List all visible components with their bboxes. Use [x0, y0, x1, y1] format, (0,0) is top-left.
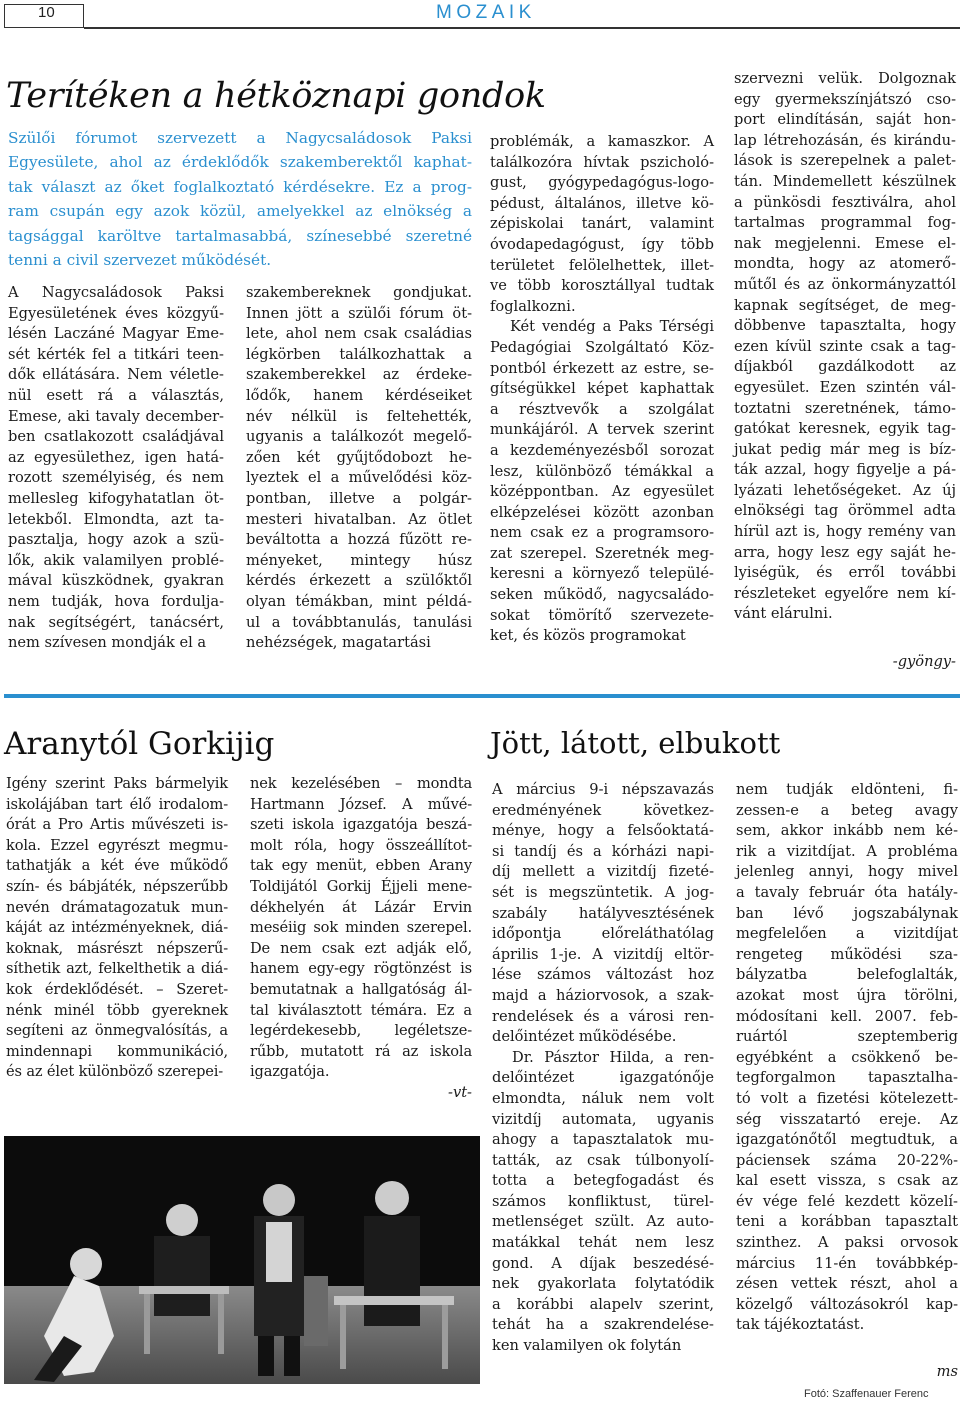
text-line: keresni a környező települé- [490, 565, 714, 583]
text-line: megfelelően a vizitdíjat [736, 925, 958, 943]
text-line: órát a Pro Artis művészeti is- [6, 816, 228, 834]
text-line: döbbenve tapasztalta, hogy [734, 317, 956, 335]
text-line: Toldijától Gorkij Éjjeli mene- [250, 877, 472, 895]
text-line: pasztalja, hogy azok a szü- [8, 531, 224, 549]
text-line: zően két gyűjtődobozt he- [246, 448, 472, 466]
text-line: lyázati lehetőségeket. Az új [734, 481, 956, 499]
text-line: legérdekesebb, legéletsze- [250, 1022, 472, 1040]
article3-title: Jött, látott, elbukott [490, 726, 781, 760]
text-line: lások is szerepelnek a palet- [734, 152, 956, 170]
text-line: metlenséget szült. Az auto- [492, 1213, 714, 1231]
text-line: koknak, másrészt népszerű- [6, 939, 228, 957]
text-line: vánt elárulni. [734, 605, 833, 623]
text-line: elmondta, náluk nem volt [492, 1089, 714, 1107]
article1-column-4 [734, 69, 956, 625]
text-line: molt róla, hogy összeállítot- [250, 836, 472, 854]
text-line: zat szerepel. Szeretnék meg- [490, 544, 714, 562]
text-line: ugyanis a találkozót megelő- [246, 428, 472, 446]
article2-title: Aranytól Gorkijig [4, 726, 275, 762]
text-line: mellesleg kifogyhatatlan öt- [8, 489, 224, 507]
text-line: középpontban. Az egyesület [490, 483, 714, 501]
text-line: ahogy a tapasztalatok mu- [492, 1131, 714, 1149]
text-line: lődők, hanem kérdéseiket [246, 386, 472, 404]
article1-lead: Szülői fórumot szervezett a Nagycsaládosok Paksi Egyesülete, ahol az érdeklődők szakemberektől kaphat- tak választ az őket foglalkoztató kérdésekre. Ez a prog- ram csupán egy azok közül, amelyekkel az elnökség a tagsággal karöltve tartalmasabbá, színesebbé szeretné tenni a civil szervezet működését. [8, 129, 472, 270]
text-line: rozott személyiség, és nem [8, 469, 224, 487]
text-line: jelenleg annyi, hogy mivel [736, 863, 958, 881]
text-line: matákkal tehát nem lesz [492, 1234, 714, 1252]
text-line: A március 9-i népszavazás [492, 781, 714, 798]
text-line: szinthez. A paksi orvosok [736, 1234, 958, 1252]
text-line: ve több korosztállyal tudtak [490, 277, 714, 295]
article1-column-1 [8, 283, 224, 654]
text-line: zessen-e a beteg avagy [736, 801, 958, 819]
text-line: nehézségek, magatartási [246, 634, 431, 652]
text-line: arra, hogy lesz egy saját he- [734, 543, 956, 561]
text-line: kérdés érkezett a szülőktől [246, 572, 472, 590]
text-line: gond. A díjak beszedésé- [492, 1254, 714, 1272]
article2-column-1 [6, 774, 228, 1083]
text-line: mesteri hivatalban. Az ötlet [246, 510, 472, 528]
text-line: tartalmas programmal fog- [734, 214, 956, 232]
text-line: mával küszködnek, gyakran [8, 572, 224, 590]
text-line: egy gyermekszínjátszó cso- [734, 90, 956, 108]
text-line: egyébként a csökkenő be- [736, 1048, 958, 1066]
text-line: zésen vettek részt, ahol a [736, 1275, 958, 1293]
text-line: egyesület. Ezen szintén vál- [734, 378, 956, 396]
text-line: beváltotta a hozzá fűzött re- [246, 531, 472, 549]
text-line: Hartmann József. A művé- [250, 795, 472, 813]
text-line: Innen jött a szülői fórum öt- [246, 304, 472, 322]
text-line: pontból érkezett az estre, se- [490, 359, 714, 377]
text-line: év vége felé kezdett közelí- [736, 1192, 958, 1210]
text-line: lyiségük, és erről további [734, 564, 956, 582]
text-line: lesz, különböző témákkal a [490, 462, 714, 480]
header-rule [84, 27, 960, 29]
text-line: nek gyakorlata folytatódik [492, 1275, 714, 1293]
text-line: pontban, illetve a polgár- [246, 489, 472, 507]
text-line: március 11-én továbbkép- [736, 1254, 958, 1272]
text-line: sét kérték fel a titkári teen- [8, 345, 224, 363]
text-line: nem csak ez a programsoro- [490, 524, 714, 542]
text-line: kal esett vissza, s csak az [736, 1172, 958, 1190]
text-line: foglalkozni. [490, 297, 576, 315]
article3-signature: ms [936, 1363, 958, 1380]
article1-signature: -gyöngy- [892, 653, 956, 670]
text-line: sét is megszüntetik. A jog- [492, 883, 714, 901]
text-line: Emese, aki tavaly december- [8, 407, 224, 425]
text-line: szeti iskola igazgatója beszá- [250, 816, 472, 834]
text-line: tak tájékoztatást. [736, 1316, 865, 1334]
text-line: ben csatlakozott családjával [8, 428, 224, 446]
article3-column-1 [492, 780, 714, 1357]
text-line: tó volt a fizetési kötelezett- [736, 1089, 958, 1107]
text-line: ruártól szeptemberig [736, 1028, 958, 1046]
page-header [0, 0, 960, 30]
text-line: páciensek száma 20-22%- [736, 1151, 958, 1169]
text-line: seken működő, nagycsaládo- [490, 586, 714, 604]
text-line: totta a betegfogadást és [492, 1172, 714, 1190]
text-line: szakembereknek gondjukat. [246, 284, 472, 301]
text-line: szervezni velük. Dolgoznak [734, 70, 956, 87]
text-line: tán. Mindemellett készülnek [734, 172, 956, 190]
text-line: pédust, általános, illetve kö- [490, 194, 714, 212]
article3-signature-wrap [736, 1362, 958, 1383]
text-line: szabály hatályvesztésének [492, 904, 714, 922]
text-line: lők, akik valamilyen problé- [8, 551, 224, 569]
text-line: lap létrehozásán, és kirándu- [734, 131, 956, 149]
article2-column-2 [250, 774, 472, 1083]
text-line: delőintézet működésébe. [492, 1028, 677, 1046]
text-line: területet felölelhettek, illet- [490, 256, 714, 274]
text-line: meséiig sok minden szerepel. [250, 919, 472, 937]
text-line: kok érdeklődését. – Szeret- [6, 980, 228, 998]
text-line: síthetik azt, felkelthetik a diá- [6, 960, 228, 978]
text-line: gatókat keresnek, egyik tag- [734, 420, 956, 438]
text-line: jukat pedig már meg is bíz- [734, 440, 956, 458]
text-line: tak egy menüt, ebben Arany [250, 857, 472, 875]
text-line: mondta, hogy az atomerő- [734, 255, 956, 273]
text-line: díj mellett a vizitdíj fizeté- [492, 863, 714, 881]
text-line: a tavaly február óta hatály- [736, 883, 958, 901]
text-line: kola. Ezzel egyrészt megmu- [6, 836, 228, 854]
text-line: óvodapedagógust, így több [490, 235, 714, 253]
article1-column-3 [490, 132, 714, 647]
text-line: káját az intézményeknek, diá- [6, 919, 228, 937]
text-line: rik a vizitdíjat. A probléma [736, 842, 958, 860]
text-line: nevén drámatagozatuk mun- [6, 898, 228, 916]
text-line: ezen kívül szinte csak a tag- [734, 337, 956, 355]
text-line: nem tudják eldönteni, fi- [736, 781, 958, 798]
section-name: MOZAIK [436, 2, 536, 23]
text-line: nak megjelenni. Emese el- [734, 234, 956, 252]
article1-column-2 [246, 283, 472, 654]
text-line: ség visszatartó ereje. Az [736, 1110, 958, 1128]
article3-column-2 [736, 780, 958, 1336]
text-line: ket, és közös programokat [490, 627, 686, 645]
text-line: időpontja előreláthatólag [492, 925, 714, 943]
text-line: nül esett rá a választás, [8, 386, 224, 404]
text-line: zépiskolai tanárt, valamint [490, 215, 714, 233]
text-line: a korábbi alapelv szerint, [492, 1295, 714, 1313]
text-line: elnökségi tag örömmel adta [734, 502, 956, 520]
article1-title: Terítéken a hétköznapi gondok [6, 76, 546, 116]
text-line: olyan témákban, mint példá- [246, 592, 472, 610]
text-line: gust, gyógypedagógus-logo- [490, 174, 714, 192]
text-line: nek kezelésében – mondta [250, 775, 472, 792]
article2-signature-wrap [250, 1083, 472, 1104]
text-line: rengeteg működési sza- [736, 945, 958, 963]
text-line: si tandíj és a kórházi napi- [492, 842, 714, 860]
text-line: problémák, a kamaszkor. A [490, 133, 714, 150]
text-line: elképzelései között azonban [490, 503, 714, 521]
text-line: nem tudják, hova fordulja- [8, 592, 224, 610]
text-line: Dr. Pásztor Hilda, a ren- [512, 1048, 714, 1066]
text-line: név nélkül is feltehették, [246, 407, 472, 425]
article2-signature: -vt- [448, 1084, 472, 1101]
text-line: nak segítségért, tanácsért, [8, 613, 224, 631]
text-line: toztatni szeretnének, támo- [734, 399, 956, 417]
text-line: delőintézet igazgatónője [492, 1069, 714, 1087]
text-line: lete, ahol nem csak családias [246, 325, 472, 343]
text-line: találkozóra hívtak pszicholó- [490, 153, 714, 171]
text-line: lésén Laczáné Magyar Eme- [8, 325, 224, 343]
text-line: ban lévő jogszabálynak [736, 904, 958, 922]
text-line: rűbb, mutatott rá az iskola [250, 1042, 472, 1060]
text-line: munkájáról. A tervek szerint [490, 421, 714, 439]
text-line: az egyesülethez, igen hatá- [8, 448, 224, 466]
text-line: díjakból gazdálkodott az [734, 358, 956, 376]
section-divider [4, 694, 960, 698]
text-line: A Nagycsaládosok Paksi [8, 284, 224, 301]
text-line: tathatják a két éve működő [6, 857, 228, 875]
text-line: igazgatója. [250, 1063, 330, 1081]
text-line: hanem egy-egy rögtönzést is [250, 960, 472, 978]
text-line: a résztvevők a szolgálat [490, 400, 714, 418]
page-number: 10 [38, 4, 55, 21]
text-line: hírül azt is, hogy remény van [734, 523, 956, 541]
text-line: Egyesületének éves közgyű- [8, 304, 224, 322]
text-line: kapnak segítséget, de meg- [734, 296, 956, 314]
text-line: rendelések és a városi ren- [492, 1007, 714, 1025]
text-line: légkörben találkozhattak a [246, 345, 472, 363]
text-line: módosítani kell. 2007. feb- [736, 1007, 958, 1025]
text-line: letekből. Elmondta, azt ta- [8, 510, 224, 528]
text-line: sem, akkor inkább nem ké- [736, 822, 958, 840]
text-line: április 1-je. A vizitdíj eltör- [492, 945, 714, 963]
text-line: ken valamilyen ok folytán [492, 1337, 682, 1355]
text-line: a kezdeményezésből sorozat [490, 441, 714, 459]
photo-credit: Fotó: Szaffenauer Ferenc [804, 1388, 929, 1400]
text-line: De nem csak ezt adják elő, [250, 939, 472, 957]
text-line: szín- és bábjáték, népszerűbb [6, 877, 228, 895]
text-line: ménye, hogy a felsőoktatá- [492, 822, 714, 840]
text-line: nem szívesen mondják el a [8, 634, 207, 652]
text-line: teni a korábban tapasztalt [736, 1213, 958, 1231]
text-line: tehát ha a szakrendelése- [492, 1316, 714, 1334]
text-line: Pedagógiai Szolgáltató Köz- [490, 338, 714, 356]
text-line: mindennapi kommunikáció, [6, 1042, 228, 1060]
text-line: a pünkösdi fesztiválra, ahol [734, 193, 956, 211]
stage-photo [4, 1136, 480, 1384]
text-line: tal kiválasztott témára. Ez a [250, 1001, 472, 1019]
text-line: bemutatnak a hallgatóság ál- [250, 980, 472, 998]
text-line: dők ellátására. Nem véletle- [8, 366, 224, 384]
text-line: lyeztek el a művelődési köz- [246, 469, 472, 487]
text-line: port elindításán, saját hon- [734, 111, 956, 129]
text-line: műtől és az önkormányzattól [734, 275, 956, 293]
text-line: tegforgalmon tapasztalha- [736, 1069, 958, 1087]
text-line: és az élet különböző szerepei- [6, 1063, 224, 1081]
text-line: Igény szerint Paks bármelyik [6, 775, 228, 792]
text-line: azokat most újra törölni, [736, 986, 958, 1004]
text-line: számos konfliktust, türel- [492, 1192, 714, 1210]
text-line: szakemberekkel az érdeke- [246, 366, 472, 384]
text-line: ményeket, mintegy húsz [246, 551, 472, 569]
text-line: dékhelyén át Lázár Ervin [250, 898, 472, 916]
text-line: tatták, az csak túlbonyolí- [492, 1151, 714, 1169]
text-line: nénk minél több gyereknek [6, 1001, 228, 1019]
text-line: Két vendég a Paks Térségi [510, 318, 714, 336]
text-line: részleteket egyelőre nem kí- [734, 584, 956, 602]
text-line: bályzatba belefoglalták, [736, 966, 958, 984]
text-line: sokat tömörítő szervezete- [490, 606, 714, 624]
text-line: iskolájában tart élő irodalom- [6, 795, 228, 813]
text-line: lése számos változást hoz [492, 966, 714, 984]
text-line: eredményének következ- [492, 801, 714, 819]
text-line: gítségükkel képet kaphattak [490, 380, 714, 398]
text-line: igazgatónőtől megtudtuk, a [736, 1131, 958, 1149]
text-line: közelgő változásokról kap- [736, 1295, 958, 1313]
text-line: segíteni az önmegvalósítás, a [6, 1022, 228, 1040]
text-line: ták azzal, hogy figyelje a pá- [734, 461, 956, 479]
article1-signature-wrap [734, 652, 956, 673]
text-line: ul a továbbtanulás, tanulási [246, 613, 472, 631]
text-line: vizitdíj automata, ugyanis [492, 1110, 714, 1128]
text-line: majd a háziorvosok, a szak- [492, 986, 714, 1004]
